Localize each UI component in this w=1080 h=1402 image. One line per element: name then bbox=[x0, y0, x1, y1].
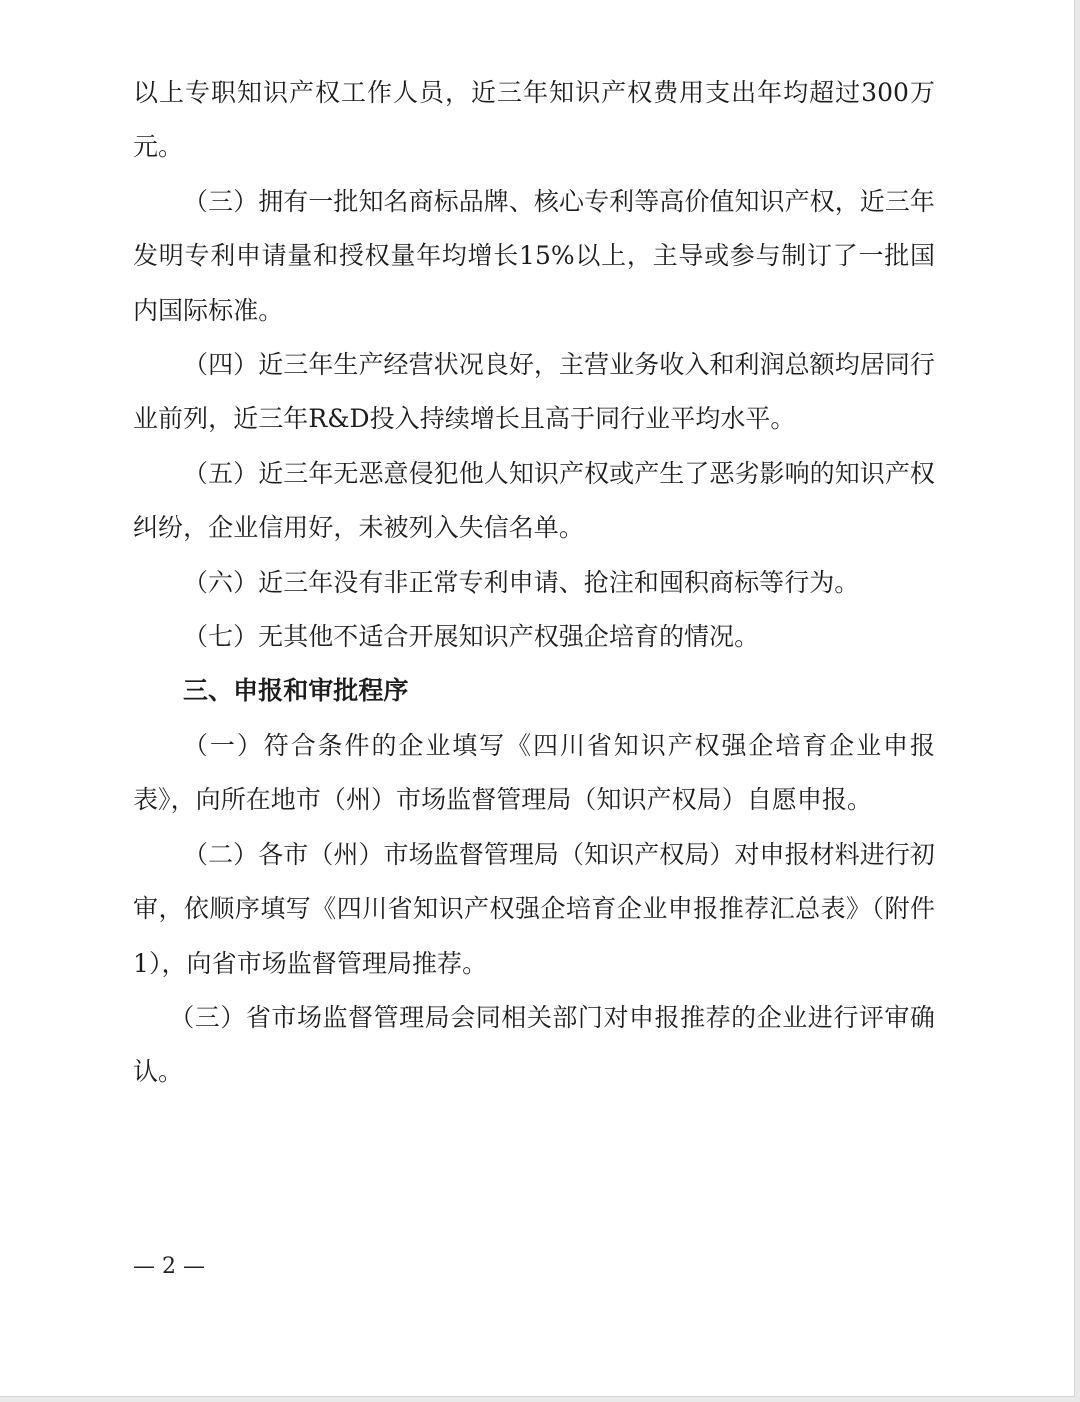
procedure-item-1: （一）符合条件的企业填写《四川省知识产权强企培育企业申报表》，向所在地市（州）市场监督管理局（知识产权局）自愿申报。 bbox=[133, 730, 935, 815]
paragraph-item-7: （七）无其他不适合开展知识产权强企培育的情况。 bbox=[183, 622, 760, 652]
section-heading: 三、申报和审批程序 bbox=[183, 676, 409, 706]
paragraph-item-5: （五）近三年无恶意侵犯他人知识产权或产生了恶劣影响的知识产权纠纷，企业信用好，未被列入失信名单。 bbox=[133, 458, 935, 543]
procedure-item-2: （二）各市（州）市场监督管理局（知识产权局）对申报材料进行初审，依顺序填写《四川省知识产权强企培育企业申报推荐汇总表》（附件1），向省市场监督管理局推荐。 bbox=[133, 839, 935, 978]
page-number: — 2 — bbox=[133, 1254, 205, 1279]
paragraph-item-3: （三）拥有一批知名商标品牌、核心专利等高价值知识产权，近三年发明专利申请量和授权量年均增长15%以上，主导或参与制订了一批国内国际标准。 bbox=[133, 186, 935, 325]
paragraph-continuation: 以上专职知识产权工作人员，近三年知识产权费用支出年均超过300万元。 bbox=[133, 78, 935, 162]
paragraph-item-4: （四）近三年生产经营状况良好，主营业务收入和利润总额均居同行业前列，近三年R&D投入持续增长且高于同行业平均水平。 bbox=[133, 350, 935, 434]
document-body bbox=[133, 66, 935, 1100]
procedure-item-3: （三）省市场监督管理局会同相关部门对申报推荐的企业进行评审确认。 bbox=[133, 1002, 935, 1087]
paragraph-item-6: （六）近三年没有非正常专利申请、抢注和囤积商标等行为。 bbox=[183, 567, 860, 597]
